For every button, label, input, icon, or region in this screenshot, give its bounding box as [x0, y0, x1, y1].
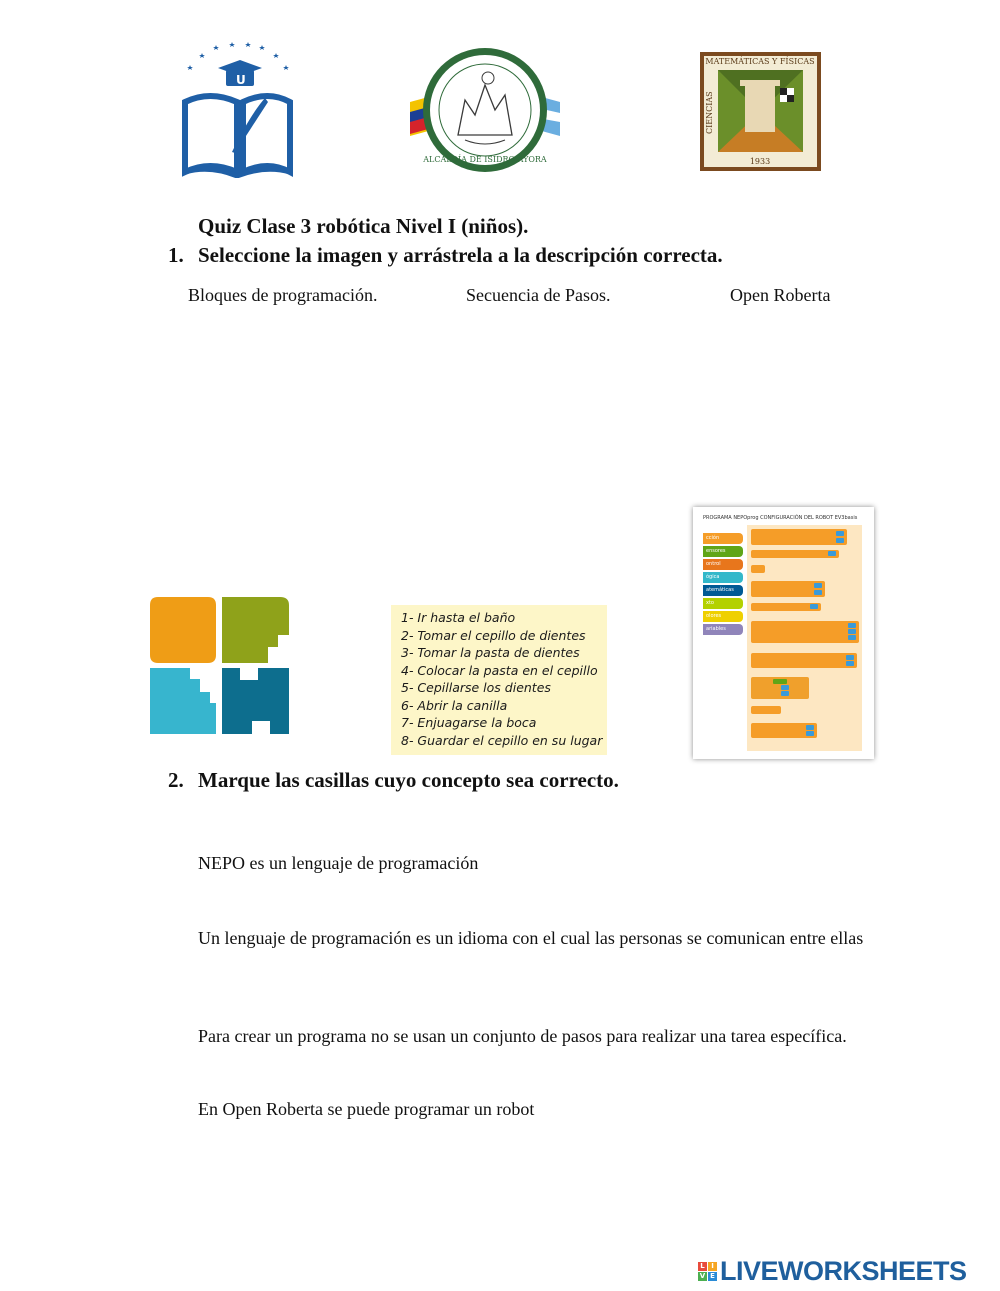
step-item: 1- Ir hasta el baño	[401, 610, 516, 625]
block-category: xto	[703, 598, 743, 609]
statement-3[interactable]: Para crear un programa no se usan un conjunto de pasos para realizar una tarea específica.	[198, 1026, 847, 1046]
step-item: 4- Colocar la pasta en el cepillo	[401, 662, 598, 678]
code-screenshot-header: PROGRAMA NEPOprog CONFIGURACIÓN DEL ROBOT EV3basis	[703, 515, 858, 521]
draggable-code-blocks-screenshot[interactable]	[693, 507, 874, 759]
block-category: olores	[703, 611, 743, 622]
statement-4[interactable]: En Open Roberta se puede programar un robot	[198, 1099, 535, 1119]
question-2-number: 2.	[168, 768, 184, 792]
block-category: atemáticas	[703, 585, 743, 596]
step-item: 6- Abrir la canilla	[401, 697, 508, 713]
block-category: ariables	[703, 624, 743, 635]
question-2-text: Marque las casillas cuyo concepto sea correcto.	[198, 768, 619, 792]
step-item: 5- Cepillarse los dientes	[401, 680, 551, 695]
code-block	[751, 581, 825, 597]
liveworksheets-icon: L I V E	[698, 1262, 717, 1281]
code-block	[751, 529, 847, 545]
block-category: ógica	[703, 572, 743, 583]
block-workspace	[747, 525, 862, 751]
step-item: 7- Enjuagarse la boca	[401, 715, 537, 730]
step-item: 3- Tomar la pasta de dientes	[401, 645, 580, 660]
liveworksheets-brand	[698, 1256, 967, 1287]
code-block	[751, 621, 859, 643]
question-1-number: 1.	[168, 243, 184, 267]
liveworksheets-wordmark: LIVEWORKSHEETS	[720, 1256, 967, 1286]
alcaldia-seal	[410, 40, 560, 180]
step-item: 8- Guardar el cepillo en su lugar	[401, 732, 603, 748]
question-1-text: Seleccione la imagen y arrástrela a la descripción correcta.	[198, 243, 723, 267]
block-category-list	[703, 533, 743, 637]
statement-1[interactable]: NEPO es un lenguaje de programación	[198, 853, 479, 873]
ccmm-logo	[700, 52, 821, 171]
ug-logo	[180, 40, 295, 178]
svg-text:MATEMÁTICAS Y FÍSICAS: MATEMÁTICAS Y FÍSICAS	[705, 57, 815, 66]
block-category: cción	[703, 533, 743, 544]
block-category: ensores	[703, 546, 743, 557]
code-block	[751, 550, 839, 558]
draggable-steps-card[interactable]	[391, 605, 607, 755]
code-block	[751, 723, 817, 738]
statement-2[interactable]: Un lenguaje de programación es un idioma con el cual las personas se comunican entre ellas	[198, 928, 864, 948]
code-block	[751, 677, 809, 699]
code-block	[751, 565, 765, 573]
draggable-open-roberta-logo[interactable]	[150, 597, 289, 734]
code-block	[751, 603, 821, 611]
drop-label-secuencia[interactable]: Secuencia de Pasos.	[466, 285, 611, 305]
svg-text:U: U	[236, 73, 246, 87]
drop-label-open-roberta[interactable]: Open Roberta	[730, 285, 831, 305]
svg-text:CIENCIAS: CIENCIAS	[705, 91, 714, 134]
svg-text:1933: 1933	[749, 157, 771, 166]
code-block	[751, 706, 781, 714]
step-item: 2- Tomar el cepillo de dientes	[401, 627, 586, 643]
question-1	[168, 243, 723, 268]
seal-text: ALCALDÍA DE ISIDRO AYORA	[423, 155, 547, 164]
drop-label-bloques[interactable]: Bloques de programación.	[188, 285, 378, 305]
question-2	[168, 768, 619, 793]
quiz-title: Quiz Clase 3 robótica Nivel I (niños).	[198, 214, 529, 238]
block-category: ontrol	[703, 559, 743, 570]
code-block	[751, 653, 857, 668]
